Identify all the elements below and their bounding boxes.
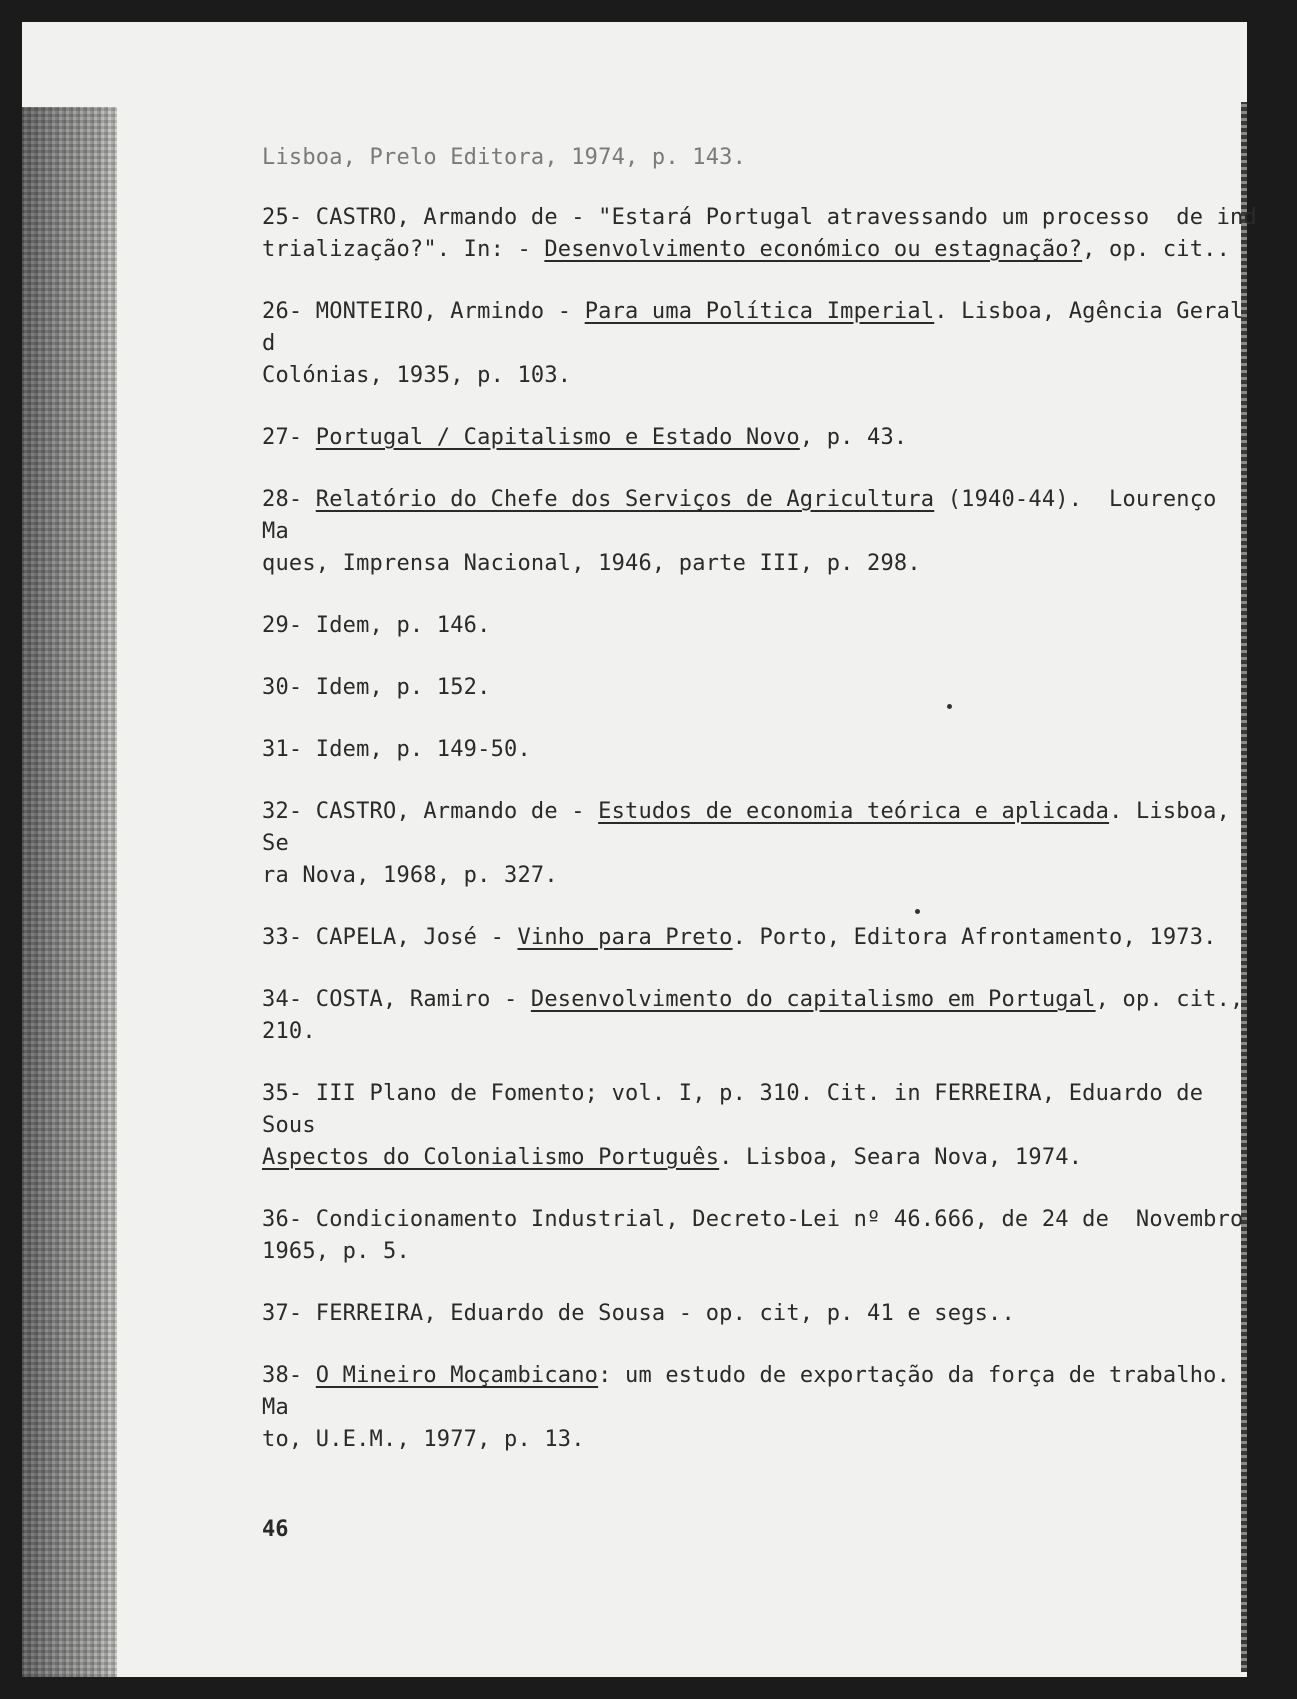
footnote-entry-n35 — [262, 1078, 1262, 1174]
footnote-text: : um estudo de exportação da força de trabalho. Ma to, U.E.M., 1977, p. 13. — [262, 1363, 1231, 1452]
cited-title: Estudos de economia teórica e aplicada — [598, 799, 1110, 824]
cited-title: Aspectos do Colonialismo Português — [262, 1145, 720, 1170]
footnote-entry-n33 — [262, 922, 1262, 954]
footnote-text: 26- MONTEIRO, Armindo - — [262, 299, 585, 324]
cited-title: O Mineiro Moçambicano — [315, 1363, 599, 1388]
footnote-text: . Lisboa, Seara Nova, 1974. — [719, 1145, 1083, 1170]
footnote-entry-n38 — [262, 1360, 1262, 1456]
footnote-entry-n31 — [262, 734, 1262, 766]
cited-title: Para uma Política Imperial — [584, 299, 935, 324]
cited-title: Relatório do Chefe dos Serviços de Agricultura — [315, 487, 935, 512]
footnote-text: 34- COSTA, Ramiro - — [262, 987, 531, 1012]
document-page — [22, 22, 1257, 1677]
footnote-text: 28- — [262, 487, 316, 512]
continuation-line — [262, 142, 1262, 174]
footnote-text: 33- CAPELA, José - — [262, 925, 518, 950]
footnote-text: 29- Idem, p. 146. — [262, 613, 491, 638]
footnote-text: 31- Idem, p. 149-50. — [262, 737, 531, 762]
footnote-entry-n30 — [262, 672, 1262, 704]
footnote-text: . Porto, Editora Afrontamento, 1973. — [732, 925, 1217, 950]
footnote-entry-n26 — [262, 296, 1262, 392]
footnote-entry-n29 — [262, 610, 1262, 642]
footnote-text: . Lisboa, Se ra Nova, 1968, p. 327. — [262, 799, 1231, 888]
cited-title: Desenvolvimento económico ou estagnação? — [544, 237, 1083, 262]
footnote-text: 30- Idem, p. 152. — [262, 675, 491, 700]
footnote-text: Lisboa, Prelo Editora, 1974, p. 143. — [262, 145, 747, 170]
cited-title: Desenvolvimento do capitalismo em Portugal — [530, 987, 1096, 1012]
footnote-text: 35- III Plano de Fomento; vol. I, p. 310. Cit. in FERREIRA, Eduardo de Sous — [262, 1081, 1204, 1138]
footnotes-list — [262, 142, 1262, 1486]
footnote-text: 25- CASTRO, Armando de - "Estará Portugal atravessando um processo de ind — [262, 205, 1257, 230]
footnote-text: , p. 43. — [799, 425, 908, 450]
cited-title: Portugal / Capitalismo e Estado Novo — [315, 425, 800, 450]
footnote-text: , op. cit., 210. — [262, 987, 1244, 1044]
footnote-entry-n28 — [262, 484, 1262, 580]
footnote-text: 36- Condicionamento Industrial, Decreto-Lei nº 46.666, de 24 de Novembro 1965, p. 5. — [262, 1207, 1244, 1264]
page-number: 46 — [262, 1517, 289, 1542]
page-stack-edge — [22, 107, 117, 1677]
footnote-text: 37- FERREIRA, Eduardo de Sousa - op. cit, p. 41 e segs.. — [262, 1301, 1015, 1326]
footnote-entry-n32 — [262, 796, 1262, 892]
footnote-entry-n37 — [262, 1298, 1262, 1330]
footnote-text: 38- — [262, 1363, 316, 1388]
footnote-text: , op. cit.. — [1082, 237, 1231, 262]
footnote-entry-n25 — [262, 202, 1262, 266]
footnote-text: trialização?". In: - — [262, 237, 531, 262]
footnote-entry-n36 — [262, 1204, 1262, 1268]
footnote-text: (1940-44). Lourenço Ma ques, Imprensa Nacional, 1946, parte III, p. 298. — [262, 487, 1217, 576]
footnote-text: 32- CASTRO, Armando de - — [262, 799, 599, 824]
footnote-entry-n27 — [262, 422, 1262, 454]
footnote-text: . Lisboa, Agência Geral d Colónias, 1935, p. 103. — [262, 299, 1244, 388]
footnote-text: 27- — [262, 425, 316, 450]
cited-title: Vinho para Preto — [517, 925, 733, 950]
footnote-entry-n34 — [262, 984, 1262, 1048]
